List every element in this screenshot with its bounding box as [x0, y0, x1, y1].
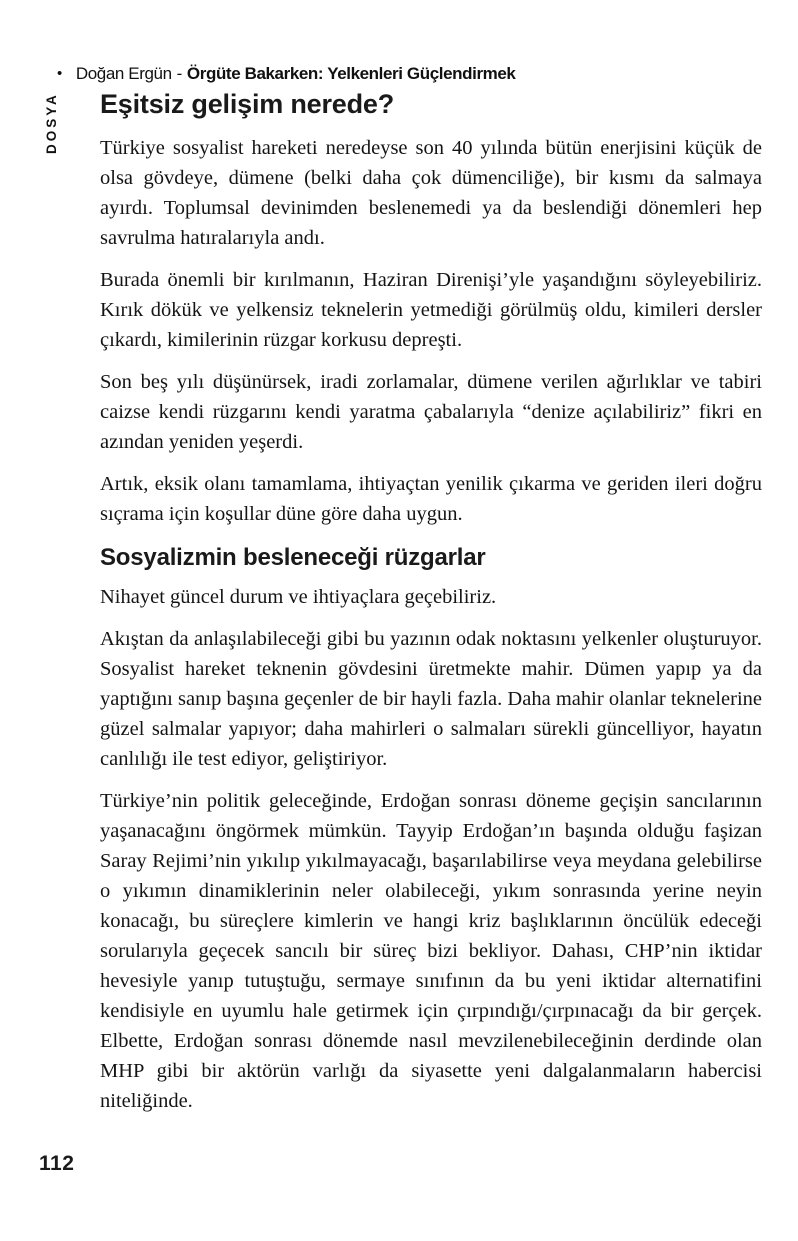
paragraph: Nihayet güncel durum ve ihtiyaçlara geçebiliriz.: [100, 586, 497, 608]
paragraph: Türkiye’nin politik geleceğinde, Erdoğan sonrası döneme geçişin sancılarının yaşanacağını öngörmek mümkün. Tayyip Erdoğan’ın başında olduğu faşizan Saray Rejimi’nin yıkılıp yıkılmayacağı, başarılabilirse veya meydana gelebilirse o yıkımın dinamiklerinin neler olabileceği, yıkım sonrasında yerine neyin konacağı, bu süreçlere kimlerin ve hangi kriz başlıklarının öncülük edeceği sorularıyla geçecek sancılı bir süreç bizi bekliyor. Dahası, CHP’nin iktidar hevesiyle yanıp tutuştuğu, sermaye sınıfının da bu yeni iktidar alternatifini kendisiyle en uyumlu hale getirmek için çırpındığı/çırpınacağı da bir gerçek. Elbette, Erdoğan sonrası dönemde nasıl mevzilenebileceğinin derdinde olan MHP gibi bir aktörün varlığı da siyasette yeni dalgalanmaların habercisi niteliğinde.: [100, 790, 762, 1112]
paragraph: Akıştan da anlaşılabileceği gibi bu yazının odak noktasını yelkenler oluşturuyor. Sosyalist hareket teknenin gövdesini üretmekte mahir. Dümen yapıp ya da yaptığını sanıp başına geçenler de bir hayli fazla. Daha mahir olanlar teknelerine güzel salmalar yapıyor; daha mahirleri o salmaları sürekli güncelliyor, hayatın canlılığı ile test ediyor, geliştiriyor.: [100, 628, 762, 770]
paragraph: Son beş yılı düşünürsek, iradi zorlamalar, dümene verilen ağırlıklar ve tabiri caizse kendi rüzgarını kendi yaratma çabalarıyla “denize açılabiliriz” fikri en azından yeniden yeşerdi.: [100, 371, 762, 453]
header-author: Doğan Ergün: [75, 64, 172, 83]
bullet-icon: •: [57, 65, 62, 82]
paragraph: Artık, eksik olanı tamamlama, ihtiyaçtan yenilik çıkarma ve geriden ileri doğru sıçrama için koşullar düne göre daha uygun.: [100, 473, 762, 525]
paragraph: Burada önemli bir kırılmanın, Haziran Direnişi’yle yaşandığını söyleyebiliriz. Kırık dökük ve yelkensiz teknelerin yetmediği görülmüş oldu, kimileri dersler çıkardı, kimilerinin rüzgar korkusu depreşti.: [100, 269, 762, 351]
page-number: 112: [39, 1152, 75, 1175]
section-heading-1: Eşitsiz gelişim nerede?: [100, 89, 395, 119]
header-separator: -: [176, 64, 182, 83]
header-article-title: Örgüte Bakarken: Yelkenleri Güçlendirmek: [186, 64, 516, 83]
paragraph: Türkiye sosyalist hareketi neredeyse son 40 yılında bütün enerjisini küçük de olsa gövdeye, dümene (belki daha çok dümenciliğe), bir kısmı da salmaya ayırdı. Toplumsal devinimden beslenemedi ya da beslendiği dönemleri hep savrulma hatıralarıyla andı.: [100, 137, 762, 249]
article-text-column: [100, 88, 762, 1128]
dossier-vertical-label: DOSYA: [44, 92, 59, 154]
section-heading-2: Sosyalizmin besleneceği rüzgarlar: [100, 544, 486, 571]
running-header: [57, 64, 515, 84]
